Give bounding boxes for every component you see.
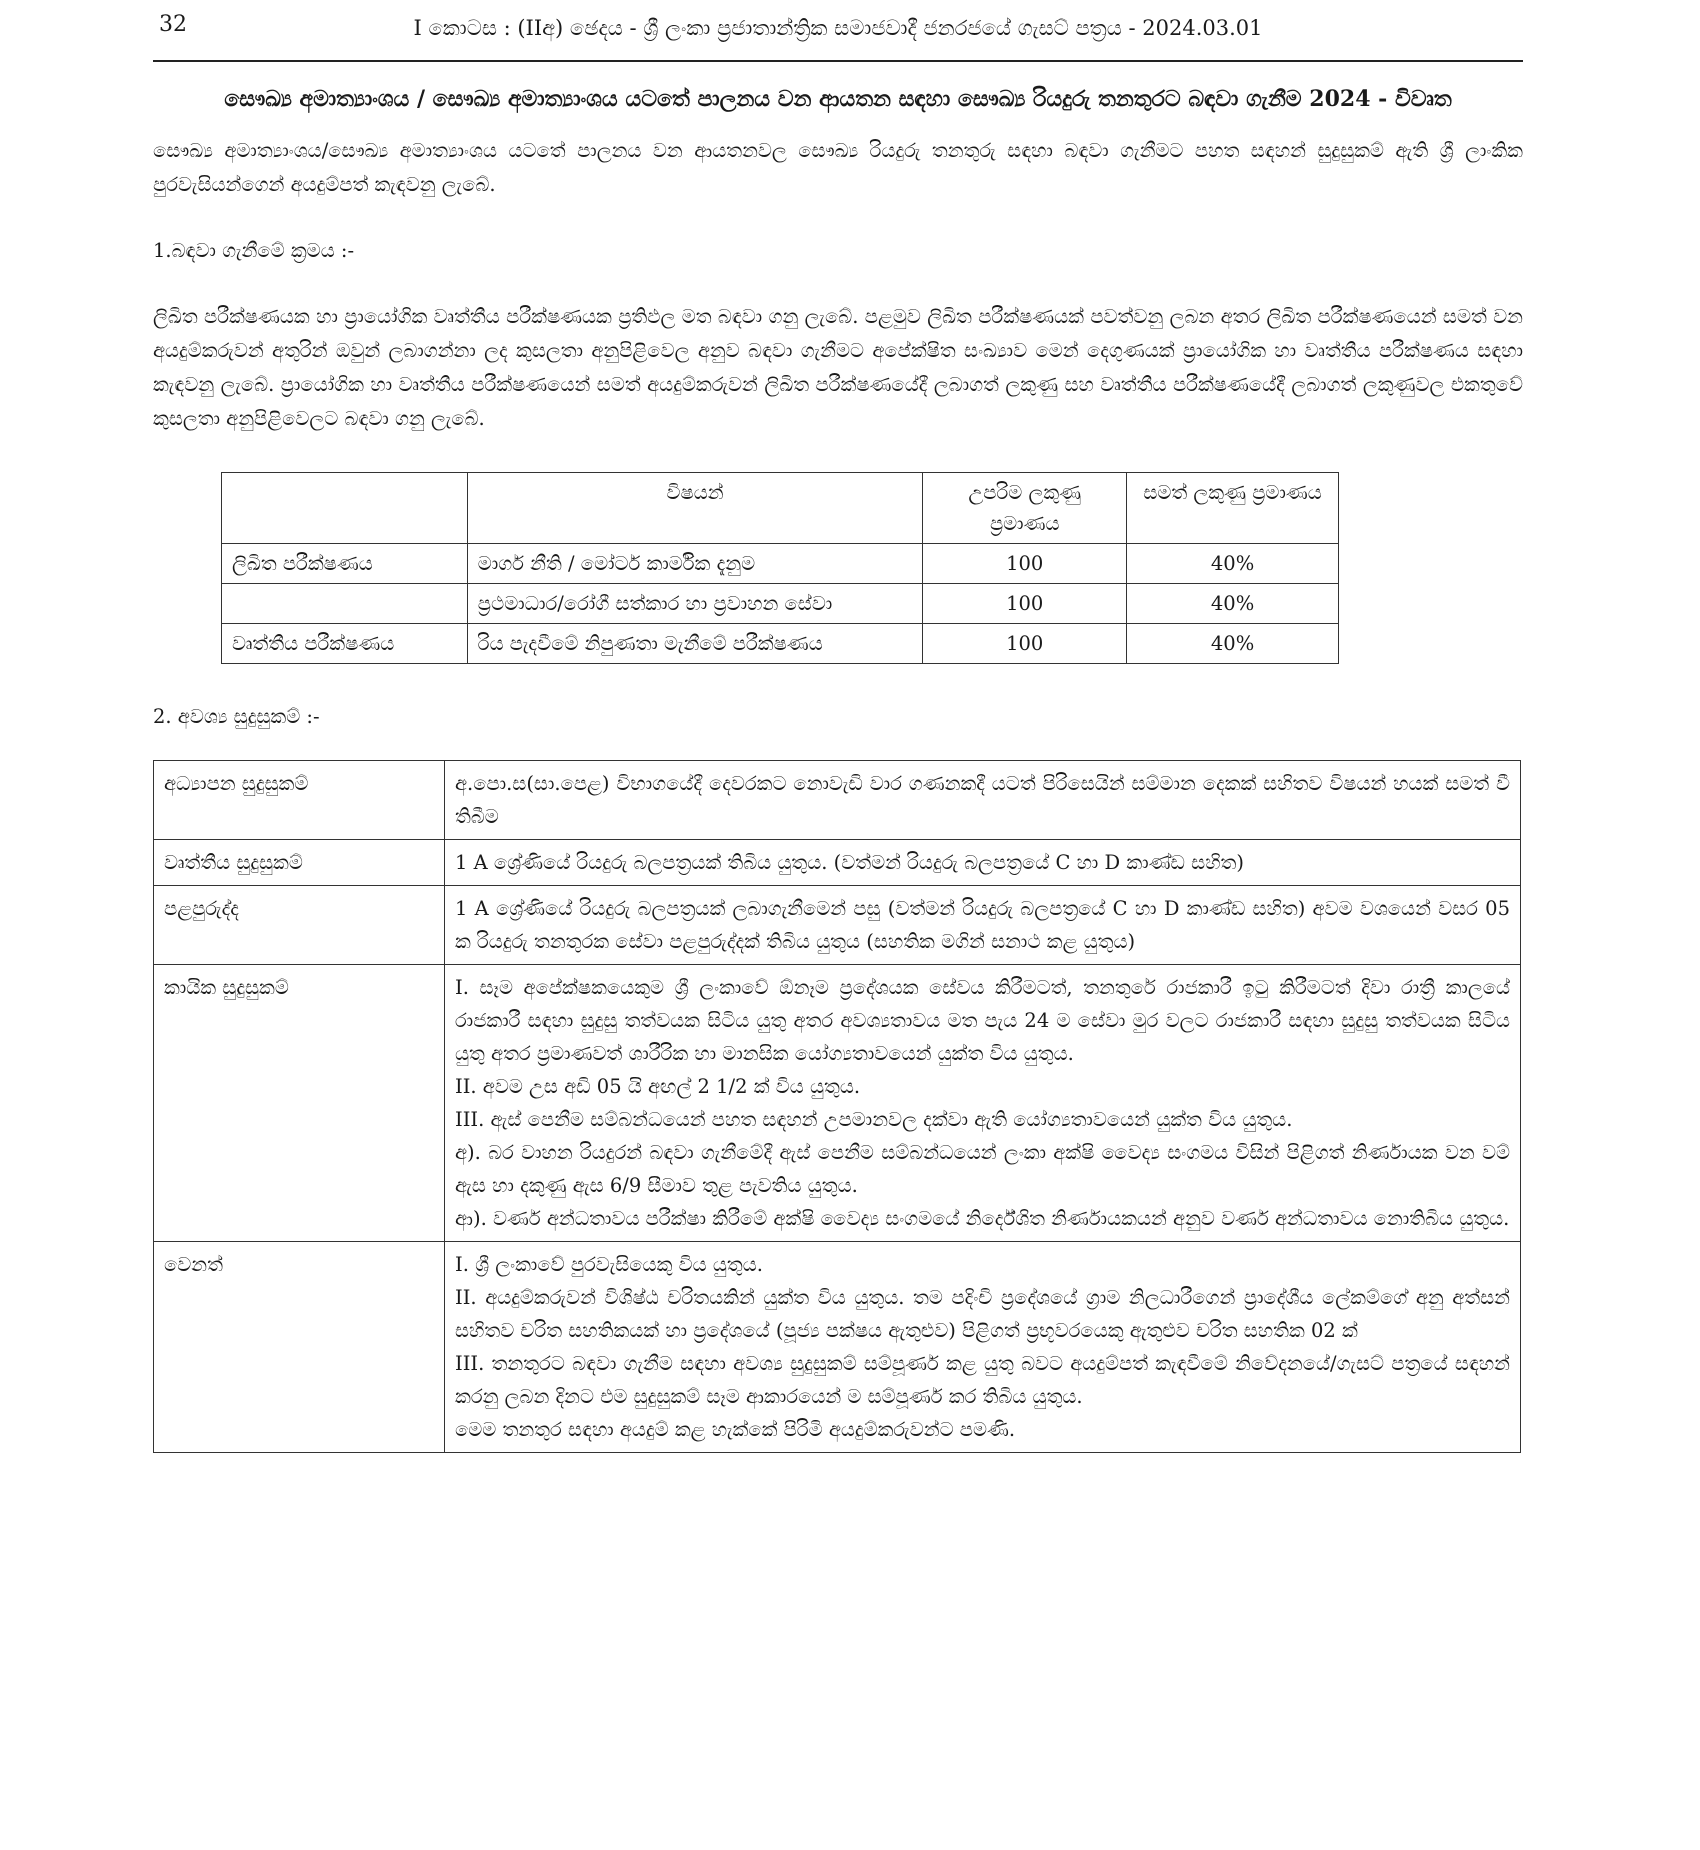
detail-line: 1 A ශ්‍රේණියේ රියදුරු බලපත්‍රයක් තිබිය යුතුය. (වත්මන් රියදුරු බලපත්‍රයේ C හා D කාණ්ඩ සහිත) [455,851,1244,874]
detail-line: III. තනතුරට බඳවා ගැනීම සඳහා අවශ්‍ය සුදුසුකම් සම්පූර්ණ කළ යුතු බවට අයදුම්පත් කැඳවීමේ නිවේදනයේ/ගැසට් පත්‍රයේ සඳහන් කරනු ලබන දිනට එම සුදුසුකම් සෑම ආකාරයෙන් ම සම්පූර්ණ කර තිබිය යුතුය. [455,1352,1510,1408]
table-row [222,584,1339,624]
header-cell: සමත් ලකුණු ප්‍රමාණය [1127,473,1339,544]
detail-line: II. අවම උස අඩි 05 යි අඟල් 2 1/2 ක් විය යුතුය. [455,1075,861,1098]
running-title: I කොටස : (IIඅ) ඡෙදය - ශ්‍රී ලංකා ප්‍රජාතාන්ත්‍රික සමාජවාදී ජනරජයේ ගැසට් පත්‍රය - 2024.03.01 [413,16,1263,40]
detail-line: අ). බර වාහන රියදුරන් බඳවා ගැනීමේදී ඇස් පෙනීම සම්බන්ධයෙන් ලංකා අක්ෂි වෛද්‍ය සංගමය විසින් පිළිගත් නිර්ණායක වන වම් ඇස හා දකුණු ඇස 6/9 සීමාව තුළ පැවතිය යුතුය. [455,1141,1510,1197]
qualification-label: කායික සුදුසුකම් [154,965,445,1242]
pass-marks-cell: 40% [1127,584,1339,624]
qualification-label: වෘත්තීය සුදුසුකම් [154,840,445,886]
detail-line: I. සෑම අපේක්ෂකයෙකුම ශ්‍රී ලංකාවේ ඕනෑම ප්‍රදේශයක සේවය කිරීමටත්, තනතුරේ රාජකාරී ඉටු කිරීමටත් දිවා රාත්‍රී කාලයේ රාජකාරී සඳහා සුදුසු තත්වයක සිටිය යුතු අතර අවශ්‍යතාවය මත පැය 24 ම සේවා මුර වලට රාජකාරී සඳහා සුදුසු තත්වයක සිටිය යුතු අතර ප්‍රමාණවත් ශාරීරික හා මානසික යෝග්‍යතාවයෙන් යුක්ත විය යුතුය. [455,976,1510,1065]
section1-heading: 1.බඳවා ගැනීමේ ක්‍රමය :- [153,239,355,262]
qualification-detail [445,840,1521,886]
pass-marks-cell: 40% [1127,544,1339,584]
table-row [154,965,1521,1242]
exam-marks-table [221,472,1339,664]
qualification-label: පළපුරුද්ද [154,886,445,965]
qualification-detail [445,965,1521,1242]
exam-type-cell: වෘත්තීය පරීක්ෂණය [222,624,468,664]
page-header [153,0,1523,62]
qualification-label: වෙනත් [154,1242,445,1453]
section2-heading: 2. අවශ්‍ය සුදුසුකම් :- [153,705,320,728]
intro-paragraph: සෞඛ්‍ය අමාත්‍යාංශය/සෞඛ්‍ය අමාත්‍යාංශය යටතේ පාලනය වන ආයතනවල සෞඛ්‍ය රියදුරු තනතුරු සඳහා බඳවා ගැනීමට පහත සඳහන් සුදුසුකම් ඇති ශ්‍රී ලාංකික පුරවැසියන්ගෙන් අයදුම්පත් කැඳවනු ලැබේ. [153,139,1523,196]
table-row [154,761,1521,840]
pass-marks-cell: 40% [1127,624,1339,664]
max-marks-cell: 100 [923,544,1127,584]
table-header-row [222,473,1339,544]
page-number: 32 [159,12,187,37]
gazette-page [153,0,1523,1453]
qualification-detail [445,761,1521,840]
table-row [154,886,1521,965]
detail-line: I. ශ්‍රී ලංකාවේ පුරවැසියෙකු විය යුතුය. [455,1253,763,1276]
table-row [154,1242,1521,1453]
document-title: සෞඛ්‍ය අමාත්‍යාංශය / සෞඛ්‍ය අමාත්‍යාංශය යටතේ පාලනය වන ආයතන සඳහා සෞඛ්‍ය රියදුරු තනතුරට බඳවා ගැනීම 2024 - විවෘත [224,86,1452,112]
subject-cell: රිය පැදවීමේ නිපුණතා මැනීමේ පරීක්ෂණය [467,624,923,664]
max-marks-cell: 100 [923,584,1127,624]
exam-type-cell: ලිඛිත පරීක්ෂණය [222,544,468,584]
detail-line: මෙම තනතුර සඳහා අයදුම් කළ හැක්කේ පිරිමි අයදුම්කරුවන්ට පමණි. [455,1418,1016,1441]
qualification-label: අධ්‍යාපන සුදුසුකම් [154,761,445,840]
detail-line: ආ). වර්ණ අන්ධතාවය පරීක්ෂා කිරීමේ අක්ෂි වෛද්‍ය සංගමයේ නිර්දේශිත නිර්ණායකයන් අනුව වර්ණ අන්ධතාවය නොතිබිය යුතුය. [455,1207,1510,1230]
exam-type-cell [222,584,468,624]
table-row [154,840,1521,886]
detail-line: II. අයදුම්කරුවන් විශිෂ්ඨ චරිතයකින් යුක්ත විය යුතුය. තම පදිංචි ප්‍රදේශයේ ග්‍රාම නිලධාරීගෙන් ප්‍රාදේශීය ලේකම්ගේ අනු අත්සන් සහිතව චරිත සහතිකයක් හා ප්‍රදේශයේ (පූජ්‍ය පක්ෂය ඇතුළුව) පිළිගත් ප්‍රභූවරයෙකු ඇතුළුව චරිත සහතික 02 ක් [455,1286,1510,1342]
detail-line: III. ඇස් පෙනීම සම්බන්ධයෙන් පහත සඳහන් උපමානවල දක්වා ඇති යෝග්‍යතාවයෙන් යුක්ත විය යුතුය. [455,1108,1293,1131]
max-marks-cell: 100 [923,624,1127,664]
header-cell: උපරිම ලකුණු ප්‍රමාණය [923,473,1127,544]
qualification-detail [445,886,1521,965]
subject-cell: ප්‍රථමාධාර/රෝගී සත්කාර හා ප්‍රවාහන සේවා [467,584,923,624]
table-row [222,544,1339,584]
header-cell: විෂයන් [467,473,923,544]
qualifications-table [153,760,1521,1453]
detail-line: අ.පො.ස(සා.පෙළ) විභාගයේදී දෙවරකට නොවැඩි වාර ගණනකදී යටත් පිරිසෙයින් සම්මාන දෙකක් සහිතව විෂයන් හයක් සමත් වී තිබීම [455,772,1510,828]
table-row [222,624,1339,664]
subject-cell: මාර්ග නීති / මෝටර් කාර්මික දැනුම [467,544,923,584]
recruitment-method-paragraph: ලිඛිත පරීක්ෂණයක හා ප්‍රායෝගික වෘත්තීය පරීක්ෂණයක ප්‍රතිඵල මත බඳවා ගනු ලැබේ. පළමුව ලිඛිත පරීක්ෂණයක් පවත්වනු ලබන අතර ලිඛිත පරීක්ෂණයෙන් සමත් වන අයදුම්කරුවන් අතුරින් ඔවුන් ලබාගන්නා ලද කුසලතා අනුපිළිවෙල අනුව බඳවා ගැනීමට අපේක්ෂිත සංඛ්‍යාව මෙන් දෙගුණයක් ප්‍රායෝගික හා වෘත්තීය පරීක්ෂණය සඳහා කැඳවනු ලැබේ. ප්‍රායෝගික හා වෘත්තීය පරීක්ෂණයෙන් සමත් අයදුම්කරුවන් ලිඛිත පරීක්ෂණයේදී ලබාගත් ලකුණු සහ වෘත්තීය පරීක්ෂණයේදී ලබාගත් ලකුණුවල එකතුවේ කුසලතා අනුපිළිවෙලට බඳවා ගනු ලැබේ. [153,305,1523,430]
header-cell [222,473,468,544]
detail-line: 1 A ශ්‍රේණියේ රියදුරු බලපත්‍රයක් ලබාගැනීමෙන් පසු (වත්මන් රියදුරු බලපත්‍රයේ C හා D කාණ්ඩ සහිත) අවම වශයෙන් වසර 05 ක රියදුරු තනතුරක සේවා පළපුරුද්දක් තිබිය යුතුය (සහතික මගින් සනාථ කළ යුතුය) [455,897,1510,953]
qualification-detail [445,1242,1521,1453]
